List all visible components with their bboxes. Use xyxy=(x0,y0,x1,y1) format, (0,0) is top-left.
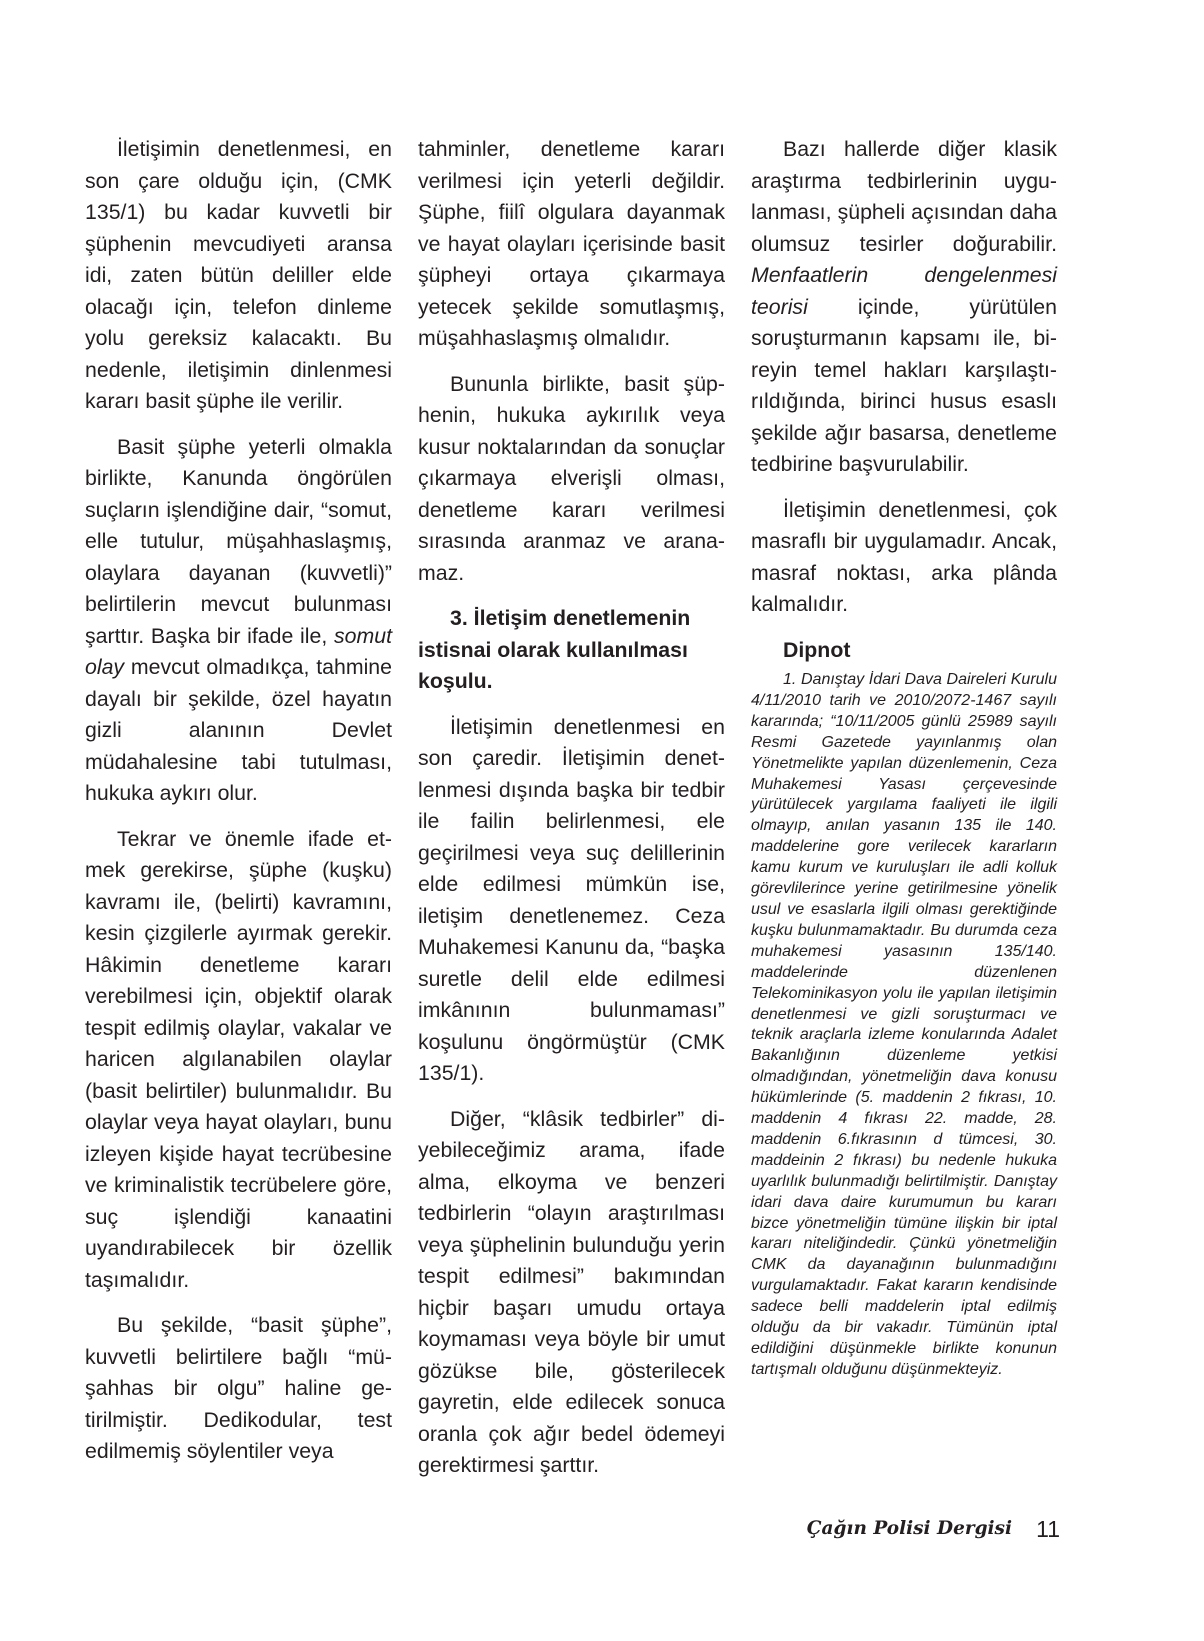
footnote-text: 1. Danıştay İdari Dava Daireleri Kurulu 4/11/2010 tarih ve 2010/2072-1467 sayılı kararında; “10/11/2005 günlü 25989 sayılı Resmi Gazetede yayınlanmış olan Yönetmelikte yapılan düzenlemenin, Ceza Muhakemesi Yasası çerçevesinde yürütülecek yargılama faaliyeti ile ilgili olmayıp, anılan yasanın 135 ile 140. maddelerine gore verilecek kararların kamu kurum ve kuruluşları ile adli kolluk görevlilerince yerine getirilmesine yönelik usul ve esaslarla ilgili olması gerektiğinde kuşku bulunmamaktadır. Bu durumda ceza muhakemesi yasasının 135/140. maddelerinde düzenlenen Telekominikasyon yolu ile yapılan iletişimin denetlenmesi ve gizli soruşturmacı ve teknik araçlarla izleme konularında Adalet Bakanlığının düzenleme yetkisi olmadığından, yönetmeliğin dava konusu hükümlerinde (5. maddenin 2 fıkrası, 10. maddenin 4 fıkrası 22. madde, 28. maddenin 6.fıkrasının d tümcesi, 30. maddeinin 2 fıkrası) bu nedenle hukuka uyarlılık bulunmadığı belirtilmiştir. Danıştay idari dava daire kurumumun bu kararı bizce yönetmeliğin tümüne ilişkin bir iptal kararı niteliğindedir. Çünkü yönetmeliğin CMK da dayanağının bulunmadığını vurgulamaktadır. Fakat kararın kendisinde sadece belli maddelerin iptal edilmiş olduğu da bir vakadır. Tümünün iptal edildiğini düşünmekle birlikte konunun tartışmalı olduğunu düşünmekteyiz. xyxy=(751,671,1057,1378)
text-column-right xyxy=(751,134,1057,1381)
paragraph: tahminler, denetleme kararı verilmesi için yeterli değildir. Şüphe, fiilî olgulara dayanmak ve hayat olayları içerisinde basit şüpheyi ortaya çıkarmaya yetecek şekilde somutlaşmış, müşahhaslaşmış olmalıdır. xyxy=(418,137,725,350)
paragraph-text: Basit şüphe yeterli olmakla birlikte, Kanunda öngörülen suçların işlendiğine dair, “somut, elle tutulur, müşahhaslaşmış, olaylara dayanan (kuvvetli)” belirtilerin mevcut bulunması şarttır. Başka bir ifade ile, xyxy=(85,434,392,648)
italic-phrase: somut olay xyxy=(85,623,392,679)
paragraph: Tekrar ve önemle ifade etmek gerekirse, şüphe (kuşku) kavramı ile, (belirti) kavramını, kesin çizgilerle ayırmak gerekir. Hâkimin denetleme kararı verebilmesi için, objektif olarak tespit edilmiş olaylar, vakalar ve haricen algılanabilen olaylar (basit belirtiler) bulunmalıdır. Bu olaylar veya hayat olayları, bunu izleyen kişide hayat tecrübesine ve kriminalistik tecrübelere göre, suç işlendiği kanaatini uyandırabilecek bir özellik taşımalıdır. xyxy=(85,826,392,1292)
paragraph: Diğer, “klâsik tedbirler” diyebileceğimiz arama, ifade alma, elkoyma ve benzeri tedbirlerin “olayın araştırılması veya şüphelinin bulunduğu yerin tespit edilmesi” bakımından hiçbir başarı umudu ortaya koymaması veya böyle bir umut gözükse bile, gösterilecek gayretin, elde edilecek sonuca oranla çok ağır bedel ödemeyi gerektirmesi şarttır. xyxy=(418,1106,725,1477)
paragraph xyxy=(85,432,392,810)
paragraph-text: içinde, yürütülen soruşturmanın kapsamı ile, bireyin temel hakları karşılaştırıldığında, birinci husus esaslı şekilde ağır basarsa, denetleme tedbirine başvurulabilir. xyxy=(751,294,1057,476)
text-column-left xyxy=(85,134,392,1468)
page-number: 11 xyxy=(1036,1516,1060,1542)
journal-name: Çağın Polisi Dergisi xyxy=(806,1518,1012,1539)
italic-phrase: Menfaatlerin dengelenmesi teorisi xyxy=(751,263,1057,319)
paragraph-text: Bazı hallerde diğer klasik araştırma tedbirlerinin uygulanması, şüpheli açısından daha olumsuz tesirler doğurabilir. xyxy=(751,137,1057,256)
paragraph: İletişimin denetlenmesi, en son çare olduğu için, (CMK 135/1) bu kadar kuvvetli bir şüphenin mevcudiyeti aransa idi, zaten bütün deliller elde olacağı için, telefon dinleme yolu gereksiz kalacaktı. Bu nedenle, iletişimin dinlenmesi kararı basit şüphe ile verilir. xyxy=(85,137,392,413)
paragraph: İletişimin denetlenmesi en son çaredir. İletişimin denetlenmesi dışında başka bir tedbir ile failin belirlenmesi, ele geçirilmesi veya suç delillerinin elde edilmesi mümkün ise, iletişim denetlenemez. Ceza Muhakemesi Kanunu da, “başka suretle delil elde edilmesi imkânının bulunmaması” koşulunu öngörmüştür (CMK 135/1). xyxy=(418,714,725,1085)
page-footer xyxy=(800,1516,1060,1550)
paragraph-text: mevcut olmadıkça, tahmine dayalı bir şekilde, özel hayatın gizli alanının Devlet müdahalesine tabi tutulması, hukuka aykırı olur. xyxy=(85,655,392,805)
paragraph: İletişimin denetlenmesi, çok masraflı bir uygulamadır. Ancak, masraf noktası, arka plânda kalmalıdır. xyxy=(751,497,1057,616)
paragraph: Bu şekilde, “basit şüphe”, kuvvetli belirtilere bağlı “müşahhas bir olgu” haline getirilmiştir. Dedikodular, test edilmemiş söylentiler veya xyxy=(85,1313,392,1463)
text-column-middle xyxy=(418,134,725,1482)
footnote-title: Dipnot xyxy=(783,637,851,662)
paragraph xyxy=(751,134,1057,481)
paragraph: Bununla birlikte, basit şüphenin, hukuka aykırılık veya kusur noktalarından da sonuçlar çıkarmaya elverişli olması, denetleme kararı verilmesi sırasında aranmaz ve aranamaz. xyxy=(418,371,725,585)
section-heading: 3. İletişim denetlemenin istisnai olarak kullanılması koşulu. xyxy=(418,606,691,693)
